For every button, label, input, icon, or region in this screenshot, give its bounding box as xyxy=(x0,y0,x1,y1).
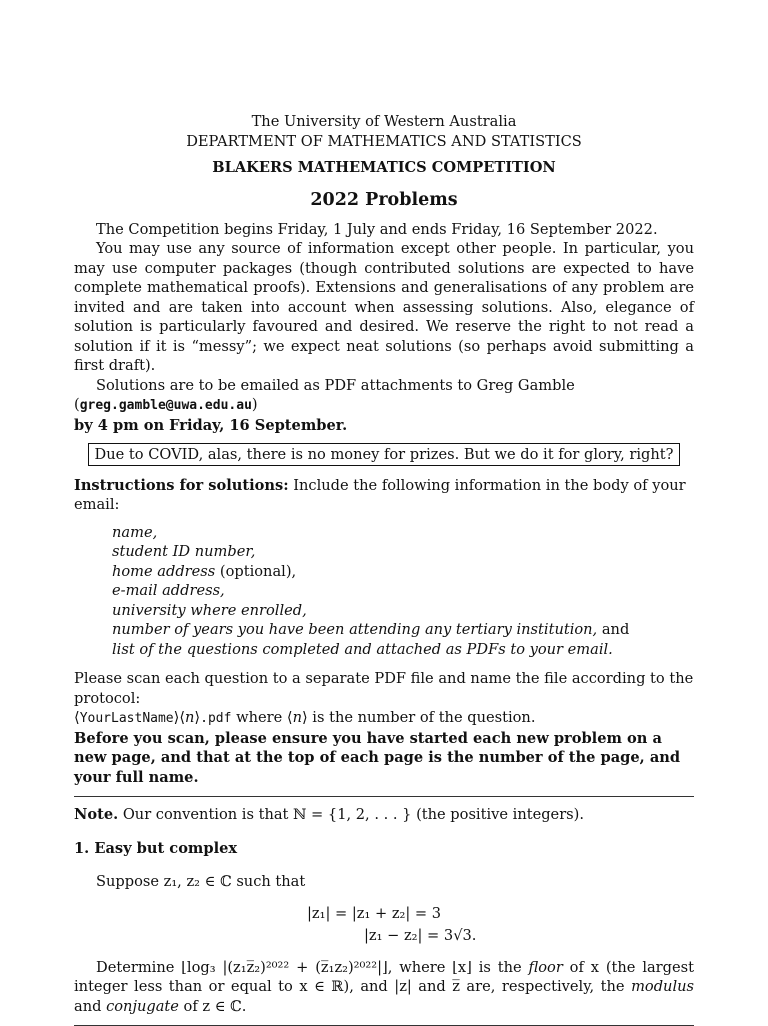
problem-1-suppose: Suppose z₁, z₂ ∈ ℂ such that xyxy=(96,873,306,890)
instructions-text: Include the following information in the body of your email: xyxy=(74,476,686,513)
list-item-text: number of years you have been attending any tertiary institution, xyxy=(112,621,598,638)
document-page xyxy=(74,0,694,1026)
protocol-bracket: ⟨ xyxy=(74,709,80,726)
scan-instructions: Please scan each question to a separate PDF file and name the file according to the protocol: xyxy=(74,670,694,707)
list-item xyxy=(112,620,694,640)
protocol-name: YourLastName xyxy=(79,711,174,726)
equation-1: |z₁| = |z₁ + z₂| = 3 xyxy=(307,904,442,922)
divider xyxy=(74,796,694,797)
submission-text: Solutions are to be emailed as PDF attachments to Greg Gamble ( xyxy=(74,376,575,413)
conjugate-term: conjugate xyxy=(106,997,179,1015)
list-item-and: and xyxy=(597,621,630,638)
problem-1-equations xyxy=(74,904,694,948)
protocol-bracket: ⟩ xyxy=(194,709,201,726)
protocol-ext: .pdf xyxy=(200,711,232,726)
list-item: list of the questions completed and attached as PDFs to your email. xyxy=(112,640,613,658)
list-item-optional: (optional), xyxy=(215,562,297,580)
email-address: greg.gamble@uwa.edu.au xyxy=(79,398,252,413)
deadline: by 4 pm on Friday, 16 September. xyxy=(74,416,348,434)
competition-name: BLAKERS MATHEMATICS COMPETITION xyxy=(212,159,556,176)
end-text: of z ∈ ℂ. xyxy=(178,997,247,1015)
where-text: , where ⌊x⌋ is the xyxy=(387,958,529,976)
intro-rules: You may use any source of information except other people. In particular, you may use computer packages (though contributed solutions are expected to have complete mathematical proofs). Extensions and generalisations of any problem are invited and are taken into account when assessing solutions. Also, elegance of solution is particularly favoured and desired. We reserve the right to not read a solution if it is “messy”; we expect neat solutions (so perhaps avoid submitting a first draft). xyxy=(74,240,694,374)
protocol-n: n xyxy=(185,709,195,726)
list-item: name, xyxy=(112,523,158,541)
page-title: 2022 Problems xyxy=(310,189,458,210)
protocol-where-end: ⟩ is the number of the question. xyxy=(301,709,536,726)
note xyxy=(74,805,694,825)
intro-dates: The Competition begins Friday, 1 July and ends Friday, 16 September 2022. xyxy=(96,220,658,238)
note-label: Note. xyxy=(74,806,119,823)
protocol-where: where ⟨ xyxy=(231,709,293,726)
equation-2: |z₁ − z₂| = 3√3. xyxy=(364,926,477,944)
university-name: The University of Western Australia xyxy=(251,113,517,130)
modulus-term: modulus xyxy=(631,978,694,995)
instructions-label: Instructions for solutions: xyxy=(74,476,289,494)
list-item-text: home address xyxy=(112,562,216,580)
floor-expression: ⌊log₃ |(z₁z̅₂)²⁰²² + (z̅₁z₂)²⁰²²|⌋ xyxy=(181,958,388,976)
file-protocol xyxy=(74,708,694,729)
scan-warning: Before you scan, please ensure you have started each new problem on a new page, and that at the top of each page is the number of the page, and your full name. xyxy=(74,729,681,786)
of-x-text: of x (the largest integer less than or equal to x ∈ ℝ), and |z| and z̅ are, respectively, the xyxy=(74,958,694,995)
instructions xyxy=(74,476,694,515)
covid-note-box: Due to COVID, alas, there is no money for prizes. But we do it for glory, right? xyxy=(88,443,681,466)
list-item: university where enrolled, xyxy=(112,601,307,619)
and-text: and xyxy=(74,997,107,1015)
info-list xyxy=(112,523,694,660)
determine-text: Determine xyxy=(96,958,175,976)
submission-close: ) xyxy=(251,396,258,413)
list-item xyxy=(112,562,694,582)
list-item: student ID number, xyxy=(112,543,256,560)
floor-term: floor xyxy=(528,958,563,976)
note-text: Our convention is that ℕ = {1, 2, . . . } (the positive integers). xyxy=(118,806,584,823)
problem-1-title: 1. Easy but complex xyxy=(74,839,238,857)
list-item: e-mail address, xyxy=(112,582,225,599)
intro-submission xyxy=(74,376,694,436)
department-name: DEPARTMENT OF MATHEMATICS AND STATISTICS xyxy=(186,132,582,150)
protocol-bracket: ⟩⟨ xyxy=(173,709,186,726)
protocol-where-n: n xyxy=(292,709,302,726)
problem-1-question xyxy=(74,958,694,1017)
